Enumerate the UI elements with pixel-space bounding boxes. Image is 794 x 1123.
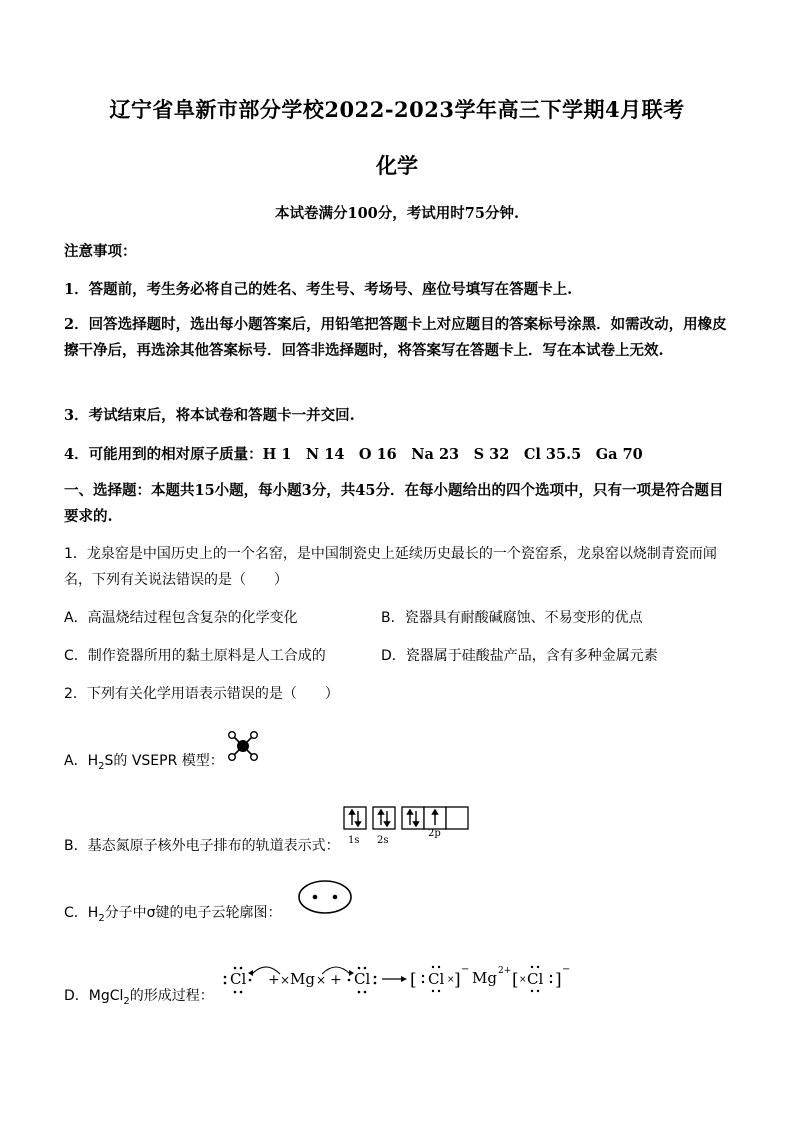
mgcl2-formation-diagram: [218, 946, 578, 1000]
svg-text:]: ]: [454, 970, 461, 990]
sigma-bond-cloud-figure: [296, 878, 354, 916]
orbital-label-2s: 2s: [377, 835, 389, 846]
svg-text:−: −: [562, 964, 571, 975]
q1-stem: 1．龙泉窑是中国历史上的一个名窑，是中国制瓷史上延续历史最长的一个瓷窑系，龙泉窑以烧制青瓷而闻名，下列有关说法错误的是（ ）: [64, 546, 717, 588]
svg-text:−: −: [461, 964, 470, 975]
q1-option-d: D．瓷器属于硅酸盐产品，含有多种金属元素: [381, 648, 658, 664]
svg-text:×: ×: [519, 975, 527, 985]
section-heading: 一、选择题：本题共15小题，每小题3分，共45分．在每小题给出的四个选项中，只有一项是符合题目要求的.: [64, 482, 724, 525]
svg-text:[: [: [512, 970, 519, 990]
q2-option-b: B．基态氮原子核外电子排布的轨道表示式：: [64, 838, 340, 854]
q2-option-a: A．$H_2S$的 VSEPR 模型：: [64, 753, 224, 772]
h2s-formula: $H_2$: [87, 753, 105, 772]
mgcl2-formula: MgCl$_2$: [88, 988, 130, 1007]
orbital-label-2p: 2p: [428, 828, 441, 839]
notice-item-2: 2．回答选择题时，选出每小题答案后，用铅笔把答题卡上对应题目的答案标号涂黑．如需改动，用橡皮擦干净后，再选涂其他答案标号．回答非选择题时，将答案写在答题卡上．写在本试卷上无效.: [64, 316, 727, 359]
chlorine-atom-right: [348, 967, 377, 994]
notice-heading: 注意事项：: [64, 243, 137, 260]
q2-option-c: C．$H_2$分子中σ键的电子云轮廓图：: [64, 905, 282, 924]
h2-formula: $H_2$: [87, 905, 105, 924]
notice-item-1: 1．答题前，考生务必将自己的姓名、考生号、考场号、座位号填写在答题卡上.: [64, 281, 573, 298]
subject-title: 化学: [376, 153, 418, 178]
svg-text:]: ]: [555, 970, 562, 990]
q1-option-c: C．制作瓷器所用的黏土原料是人工合成的: [64, 648, 326, 664]
q1-option-a: A．高温烧结过程包含复杂的化学变化: [64, 610, 298, 626]
notice-item-4: 4．可能用到的相对原子质量：H 1 N 14 O 16 Na 23 S 32 Cl 35.5 Ga 70: [64, 446, 643, 463]
q1-option-b: B．瓷器具有耐酸碱腐蚀、不易变形的优点: [381, 610, 643, 626]
svg-text:×: ×: [447, 975, 455, 985]
svg-text:+: +: [268, 972, 280, 988]
exam-info: 本试卷满分100分，考试用时75分钟.: [275, 205, 519, 222]
q2-stem: 2．下列有关化学用语表示错误的是（ ）: [64, 686, 339, 702]
paper-title: 辽宁省阜新市部分学校2022-2023学年高三下学期4月联考: [109, 97, 685, 122]
svg-text:Cl: Cl: [230, 970, 247, 988]
nitrogen-orbital-diagram: [340, 803, 472, 849]
svg-text:+: +: [330, 972, 342, 988]
svg-text:Mg: Mg: [472, 969, 497, 987]
chlorine-atom-left: [224, 967, 252, 994]
svg-text:×: ×: [280, 973, 291, 987]
notice-item-3: 3．考试结束后，将本试卷和答题卡一并交回.: [64, 407, 355, 424]
magnesium-atom: Mg: [290, 970, 315, 988]
svg-text:Cl: Cl: [428, 970, 445, 988]
svg-text:[: [: [410, 970, 417, 990]
svg-text:Cl: Cl: [527, 970, 544, 988]
orbital-label-1s: 1s: [348, 835, 360, 846]
q2-option-d: D．MgCl$_2$的形成过程：: [64, 988, 214, 1007]
vsepr-model-figure: [226, 730, 260, 762]
svg-text:Cl: Cl: [354, 970, 371, 988]
svg-text:×: ×: [316, 973, 327, 987]
svg-text:2+: 2+: [498, 966, 512, 976]
